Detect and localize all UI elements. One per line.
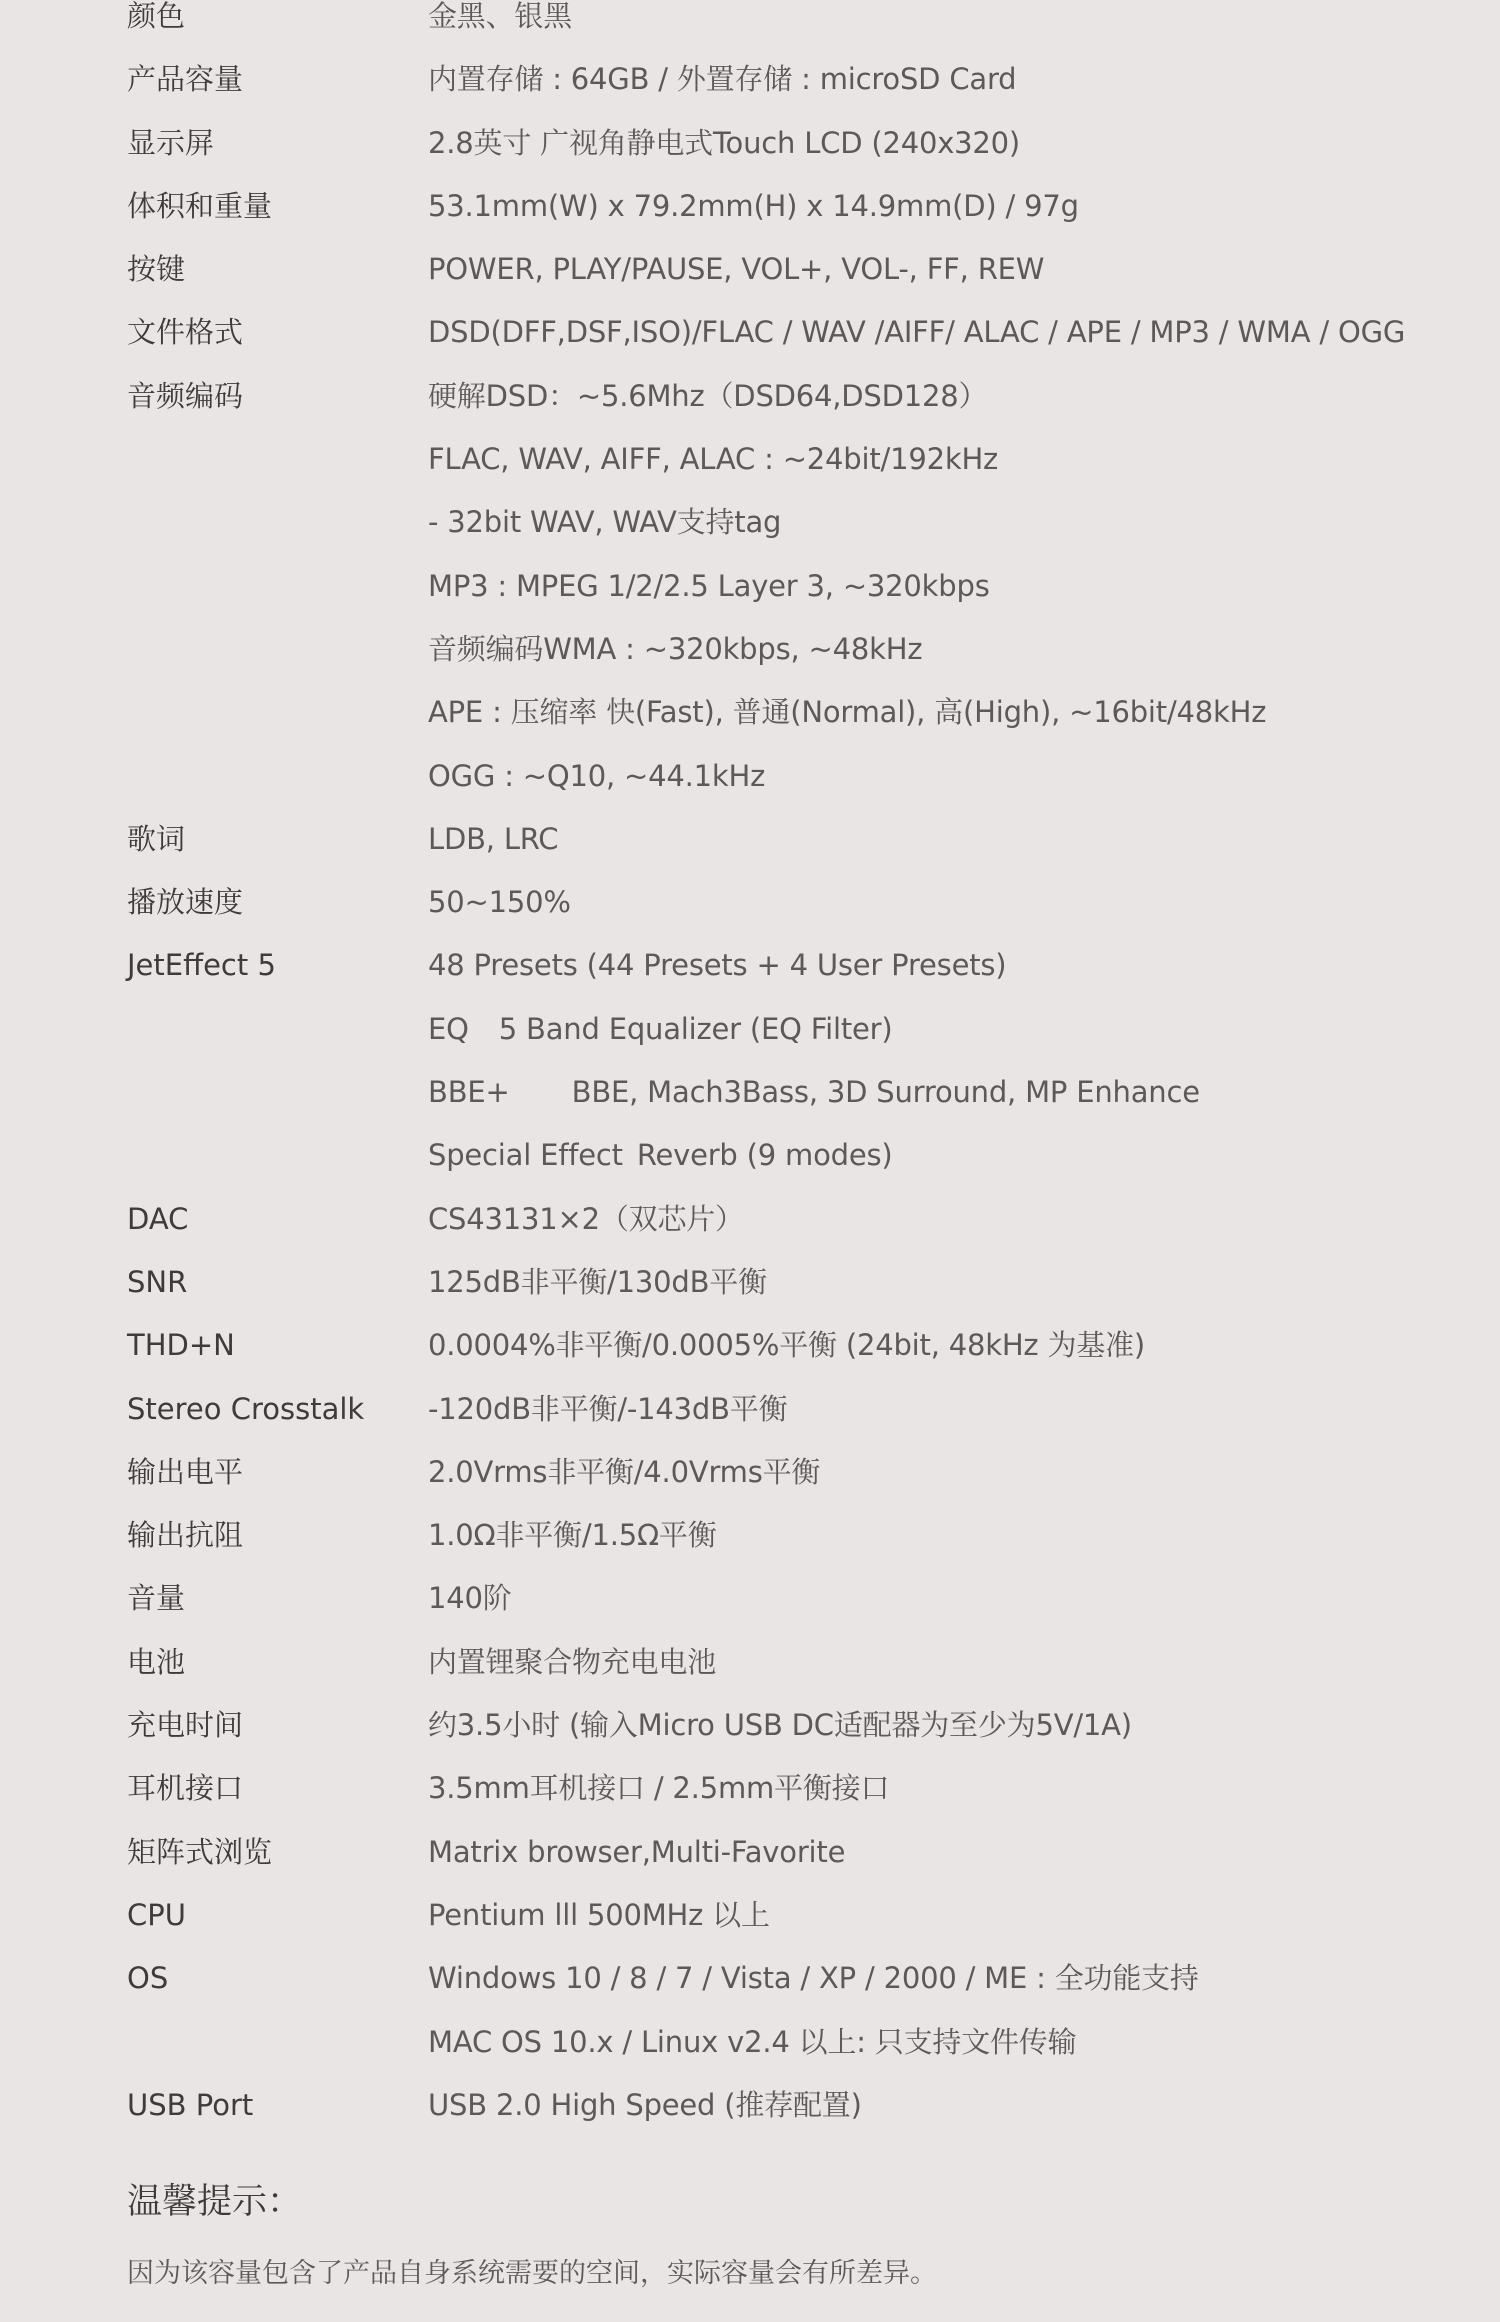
spec-row	[127, 127, 1407, 190]
spec-label: 耳机接口	[127, 1771, 244, 1806]
spec-value	[428, 1139, 893, 1202]
spec-row	[127, 443, 1407, 506]
spec-row	[127, 696, 1407, 759]
spec-row	[127, 380, 1407, 443]
spec-value: 硬解DSD：~5.6Mhz（DSD64,DSD128）	[428, 378, 988, 413]
spec-row	[127, 1899, 1407, 1962]
spec-row	[127, 1013, 1407, 1076]
spec-value: 3.5mm耳机接口 / 2.5mm平衡接口	[428, 1771, 890, 1806]
spec-row	[127, 190, 1407, 253]
spec-value: -120dB非平衡/-143dB平衡	[428, 1391, 788, 1426]
spec-row	[127, 0, 1407, 63]
spec-value: 内置存储 : 64GB / 外置存储 : microSD Card	[428, 62, 1017, 97]
spec-value	[428, 1076, 1200, 1139]
spec-row	[127, 1203, 1407, 1266]
spec-value: Windows 10 / 8 / 7 / Vista / XP / 2000 / ME : 全功能支持	[428, 1961, 1199, 1996]
spec-value-key: EQ	[428, 1011, 469, 1046]
spec-label: JetEffect 5	[127, 948, 276, 983]
spec-label: CPU	[127, 1897, 186, 1932]
spec-row	[127, 63, 1407, 126]
spec-label: 矩阵式浏览	[127, 1834, 273, 1869]
spec-value: APE : 压缩率 快(Fast), 普通(Normal), 高(High), ~16bit/48kHz	[428, 695, 1267, 730]
spec-row	[127, 886, 1407, 949]
spec-row	[127, 823, 1407, 886]
spec-label: 按键	[127, 252, 186, 287]
spec-value: MAC OS 10.x / Linux v2.4 以上: 只支持文件传输	[428, 2024, 1077, 2059]
spec-value: DSD(DFF,DSF,ISO)/FLAC / WAV /AIFF/ ALAC / APE / MP3 / WMA / OGG	[428, 315, 1406, 350]
spec-label: 音量	[127, 1581, 186, 1616]
spec-row	[127, 1582, 1407, 1645]
spec-label: 颜色	[127, 0, 186, 33]
spec-row	[127, 570, 1407, 633]
spec-value: 50~150%	[428, 885, 571, 920]
spec-value: Pentium lll 500MHz 以上	[428, 1897, 770, 1932]
spec-value: 53.1mm(W) x 79.2mm(H) x 14.9mm(D) / 97g	[428, 188, 1079, 223]
spec-row	[127, 1646, 1407, 1709]
spec-label: 电池	[127, 1644, 186, 1679]
spec-row	[127, 2026, 1407, 2089]
spec-label: 输出抗阻	[127, 1518, 244, 1553]
spec-value: 金黑、银黑	[428, 0, 573, 33]
spec-row	[127, 506, 1407, 569]
spec-value: 0.0004%非平衡/0.0005%平衡 (24bit, 48kHz 为基准)	[428, 1328, 1145, 1363]
spec-value: POWER, PLAY/PAUSE, VOL+, VOL-, FF, REW	[428, 252, 1045, 287]
spec-row	[127, 1962, 1407, 2025]
spec-value: LDB, LRC	[428, 821, 559, 856]
spec-row	[127, 1836, 1407, 1899]
spec-value: 2.8英寸 广视角静电式Touch LCD (240x320)	[428, 125, 1021, 160]
spec-row	[127, 1266, 1407, 1329]
spec-value-detail: Reverb (9 modes)	[636, 1138, 893, 1173]
spec-label: 音频编码	[127, 378, 244, 413]
spec-label: 文件格式	[127, 315, 244, 350]
spec-row	[127, 633, 1407, 696]
spec-row	[127, 1519, 1407, 1582]
spec-value: 内置锂聚合物充电电池	[428, 1644, 717, 1679]
spec-row	[127, 1456, 1407, 1519]
spec-value: 125dB非平衡/130dB平衡	[428, 1264, 767, 1299]
spec-row	[127, 1393, 1407, 1456]
spec-label: THD+N	[127, 1328, 235, 1363]
spec-row	[127, 2089, 1407, 2152]
spec-label: Stereo Crosstalk	[127, 1391, 365, 1426]
spec-value-detail: BBE, Mach3Bass, 3D Surround, MP Enhance	[571, 1075, 1200, 1110]
spec-value: 音频编码WMA : ~320kbps, ~48kHz	[428, 631, 923, 666]
tip-text: 因为该容量包含了产品自身系统需要的空间，实际容量会有所差异。	[127, 2258, 937, 2289]
spec-label: 歌词	[127, 821, 186, 856]
spec-row	[127, 1772, 1407, 1835]
spec-value	[428, 1013, 893, 1076]
spec-row	[127, 760, 1407, 823]
spec-value: 1.0Ω非平衡/1.5Ω平衡	[428, 1518, 717, 1553]
spec-row	[127, 949, 1407, 1012]
spec-label: OS	[127, 1961, 169, 1996]
spec-label: 充电时间	[127, 1708, 244, 1743]
spec-value: OGG : ~Q10, ~44.1kHz	[428, 758, 766, 793]
spec-value-detail: 5 Band Equalizer (EQ Filter)	[498, 1011, 893, 1046]
spec-label: SNR	[127, 1264, 188, 1299]
spec-value: 140阶	[428, 1581, 512, 1616]
spec-row	[127, 316, 1407, 379]
spec-value: 48 Presets (44 Presets + 4 User Presets)	[428, 948, 1007, 983]
spec-row	[127, 253, 1407, 316]
spec-value: FLAC, WAV, AIFF, ALAC : ~24bit/192kHz	[428, 442, 999, 477]
spec-row	[127, 1709, 1407, 1772]
spec-label: 输出电平	[127, 1454, 244, 1489]
spec-value: CS43131×2（双芯片）	[428, 1201, 744, 1236]
spec-label: 产品容量	[127, 62, 244, 97]
spec-row	[127, 1329, 1407, 1392]
spec-value: 约3.5小时 (输入Micro USB DC适配器为至少为5V/1A)	[428, 1708, 1132, 1743]
tip-title: 温馨提示：	[127, 2182, 303, 2222]
spec-value: USB 2.0 High Speed (推荐配置)	[428, 2087, 862, 2122]
spec-label: 播放速度	[127, 885, 244, 920]
spec-label: USB Port	[127, 2087, 254, 2122]
spec-label: DAC	[127, 1201, 189, 1236]
spec-value-key: Special Effect	[428, 1138, 623, 1173]
spec-value: Matrix browser,Multi-Favorite	[428, 1834, 846, 1869]
spec-row	[127, 1076, 1407, 1139]
spec-value: MP3 : MPEG 1/2/2.5 Layer 3, ~320kbps	[428, 568, 990, 603]
spec-value-key: BBE+	[428, 1075, 510, 1110]
spec-value: - 32bit WAV, WAV支持tag	[428, 505, 782, 540]
spec-value: 2.0Vrms非平衡/4.0Vrms平衡	[428, 1454, 821, 1489]
spec-row	[127, 1139, 1407, 1202]
spec-table	[127, 0, 1407, 2152]
spec-label: 体积和重量	[127, 188, 273, 223]
spec-label: 显示屏	[127, 125, 215, 160]
